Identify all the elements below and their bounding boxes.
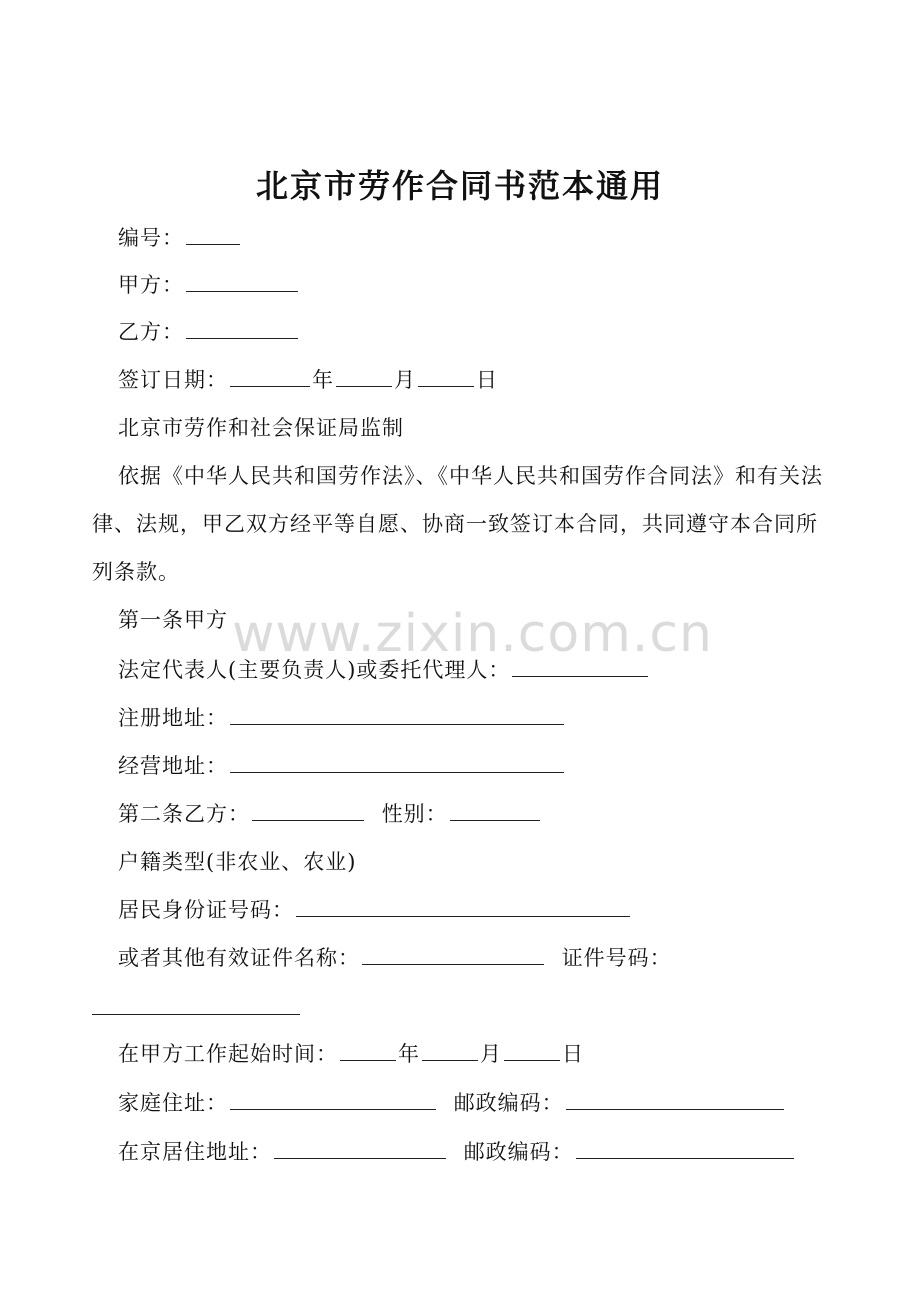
watermark: www.zixin.com.cn xyxy=(232,604,713,664)
start-time-label: 在甲方工作起始时间： xyxy=(118,1042,338,1066)
preamble-paragraph: 依据《中华人民共和国劳作法》、《中华人民共和国劳作合同法》和有关法律、法规，甲乙双方经平等自愿、协商一致签订本合同，共同遵守本合同所列条款。 xyxy=(92,464,823,584)
party-a-label: 甲方： xyxy=(118,273,184,297)
supervisor-line: 北京市劳作和社会保证局监制 xyxy=(118,416,404,440)
number-field[interactable] xyxy=(186,222,240,245)
business-address-field[interactable] xyxy=(230,750,564,773)
start-year-unit: 年 xyxy=(398,1042,420,1066)
legal-rep-line xyxy=(118,654,650,686)
start-time-line xyxy=(118,1038,584,1070)
home-address-line xyxy=(118,1087,786,1119)
gender-label: 性别： xyxy=(381,802,448,826)
party-a-field[interactable] xyxy=(186,269,298,292)
sign-day-field[interactable] xyxy=(418,364,474,387)
gender-field[interactable] xyxy=(450,798,540,821)
other-cert-label: 或者其他有效证件名称： xyxy=(118,946,360,970)
home-address-label: 家庭住址： xyxy=(118,1091,228,1115)
beijing-address-field[interactable] xyxy=(274,1136,446,1159)
day-unit: 日 xyxy=(476,368,498,392)
legal-rep-label: 法定代表人(主要负责人)或委托代理人： xyxy=(118,658,511,682)
party-b-label: 乙方： xyxy=(118,320,184,344)
article-2-label: 第二条乙方： xyxy=(118,802,250,826)
sign-year-field[interactable] xyxy=(230,364,310,387)
party-b-field[interactable] xyxy=(186,316,298,339)
other-cert-line xyxy=(118,942,672,974)
beijing-postcode-field[interactable] xyxy=(576,1136,794,1159)
beijing-address-label: 在京居住地址： xyxy=(118,1140,272,1164)
beijing-postcode-label: 邮政编码： xyxy=(463,1140,574,1164)
start-year-field[interactable] xyxy=(340,1038,396,1061)
number-line xyxy=(118,222,242,254)
start-day-unit: 日 xyxy=(562,1042,584,1066)
sign-date-label: 签订日期： xyxy=(118,368,228,392)
document-title: 北京市劳作合同书范本通用 xyxy=(255,167,664,205)
party-a-line xyxy=(118,269,300,301)
start-month-field[interactable] xyxy=(422,1038,478,1061)
id-number-label: 居民身份证号码： xyxy=(118,898,294,922)
home-postcode-field[interactable] xyxy=(566,1087,784,1110)
sign-month-field[interactable] xyxy=(336,364,392,387)
home-postcode-label: 邮政编码： xyxy=(453,1091,564,1115)
home-address-field[interactable] xyxy=(230,1087,436,1110)
sign-date-line xyxy=(118,364,498,396)
month-unit: 月 xyxy=(394,368,416,392)
id-number-field[interactable] xyxy=(296,894,630,917)
cert-number-label: 证件号码： xyxy=(561,946,672,970)
beijing-address-line xyxy=(118,1136,796,1168)
article-2-line xyxy=(118,798,542,830)
registered-address-label: 注册地址： xyxy=(118,706,228,730)
business-address-label: 经营地址： xyxy=(118,754,228,778)
article-1-heading: 第一条甲方 xyxy=(118,608,228,632)
household-type-line: 户籍类型(非农业、农业) xyxy=(118,850,357,874)
number-label: 编号： xyxy=(118,226,184,250)
cert-number-field[interactable] xyxy=(92,1014,300,1015)
registered-address-line xyxy=(118,702,566,734)
business-address-line xyxy=(118,750,566,782)
registered-address-field[interactable] xyxy=(230,702,564,725)
other-cert-name-field[interactable] xyxy=(362,942,544,965)
party-b-name-field[interactable] xyxy=(252,798,364,821)
party-b-line xyxy=(118,316,300,348)
year-unit: 年 xyxy=(312,368,334,392)
id-number-line xyxy=(118,894,632,926)
start-day-field[interactable] xyxy=(504,1038,560,1061)
start-month-unit: 月 xyxy=(480,1042,502,1066)
legal-rep-field[interactable] xyxy=(512,654,648,677)
